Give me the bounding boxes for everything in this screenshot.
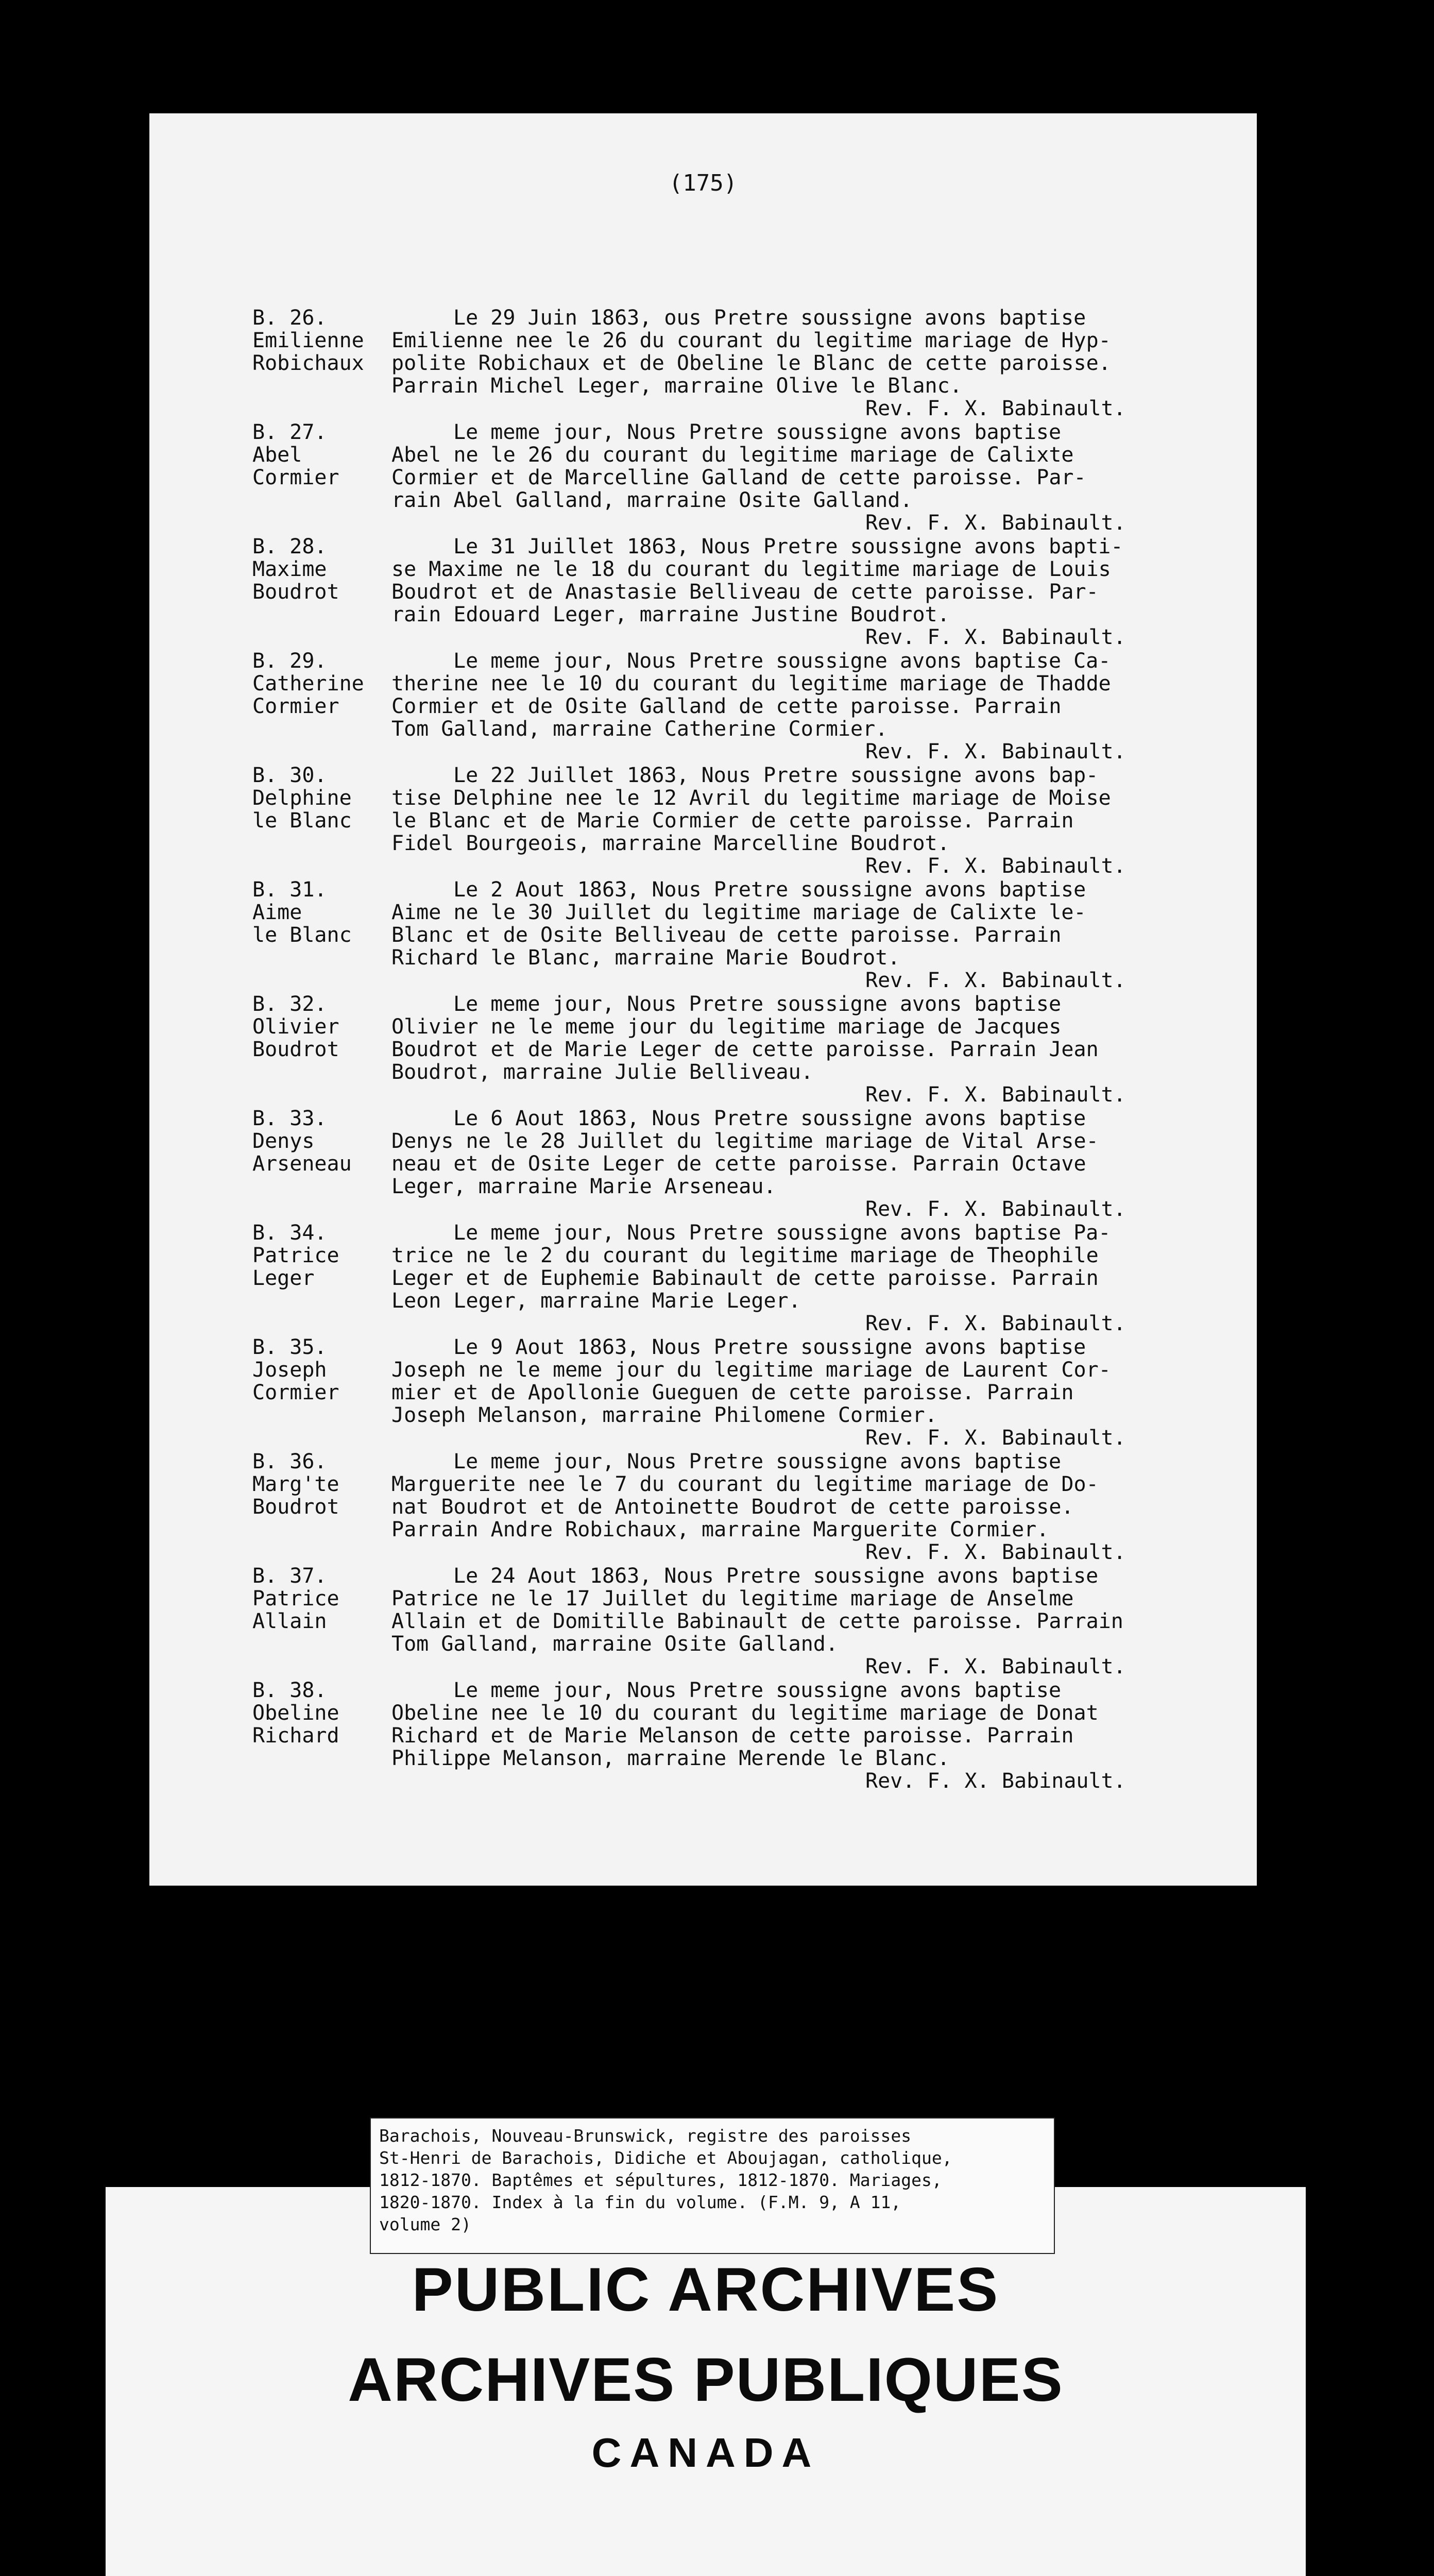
entry-label: B. 31. Aime le Blanc: [252, 878, 352, 947]
entry-signature: Rev. F. X. Babinault.: [865, 625, 1126, 649]
entry-line: polite Robichaux et de Obeline le Blanc de cette paroisse.: [391, 351, 1111, 375]
entry-line: Fidel Bourgeois, marraine Marcelline Boudrot.: [391, 832, 950, 855]
entry-line: Le 2 Aout 1863, Nous Pretre soussigne avons baptise: [453, 878, 1086, 902]
entry-line: tise Delphine nee le 12 Avril du legitime mariage de Moise: [391, 786, 1111, 810]
entry-line: Parrain Andre Robichaux, marraine Marguerite Cormier.: [391, 1518, 1049, 1541]
baptism-entry: [252, 764, 1231, 878]
entry-signature: Rev. F. X. Babinault.: [865, 1197, 1126, 1221]
entry-line: Le meme jour, Nous Pretre soussigne avons baptise Ca-: [453, 649, 1111, 673]
entry-label: B. 34. Patrice Leger: [252, 1221, 339, 1290]
entry-signature: Rev. F. X. Babinault.: [865, 1655, 1126, 1679]
entry-line: Le meme jour, Nous Pretre soussigne avons baptise Pa-: [453, 1221, 1111, 1245]
label-line: 1812-1870. Baptêmes et sépultures, 1812-1870. Mariages,: [379, 2170, 942, 2190]
baptism-entry: [252, 1565, 1231, 1679]
entry-line: neau et de Osite Leger de cette paroisse. Parrain Octave: [391, 1152, 1086, 1176]
entry-body: [391, 1450, 1236, 1564]
entry-line: Denys ne le 28 Juillet du legitime mariage de Vital Arse-: [391, 1129, 1099, 1153]
entry-body: [391, 650, 1236, 763]
entry-line: Richard et de Marie Melanson de cette paroisse. Parrain: [391, 1724, 1074, 1748]
entry-signature: Rev. F. X. Babinault.: [865, 740, 1126, 764]
entry-line: Obeline nee le 10 du courant du legitime mariage de Donat: [391, 1701, 1099, 1725]
baptism-entry: [252, 1336, 1231, 1450]
entry-signature: Rev. F. X. Babinault.: [865, 1083, 1126, 1107]
entry-line: rain Abel Galland, marraine Osite Galland.: [391, 488, 913, 512]
baptism-entry: [252, 1679, 1231, 1793]
entry-line: Joseph Melanson, marraine Philomene Cormier.: [391, 1403, 937, 1427]
page-number: (175): [669, 170, 738, 196]
entry-body: [391, 993, 1236, 1106]
entry-label: B. 28. Maxime Boudrot: [252, 535, 339, 604]
baptism-entry: [252, 1222, 1231, 1336]
baptism-entry: [252, 1450, 1231, 1565]
entry-signature: Rev. F. X. Babinault.: [865, 969, 1126, 992]
entry-line: rain Edouard Leger, marraine Justine Boudrot.: [391, 603, 950, 626]
register-page: [149, 113, 1257, 1886]
entry-label: B. 32. Olivier Boudrot: [252, 992, 339, 1061]
entry-line: Aime ne le 30 Juillet du legitime mariage de Calixte le-: [391, 901, 1086, 924]
entry-body: [391, 1107, 1236, 1221]
entry-line: Le meme jour, Nous Pretre soussigne avons baptise: [453, 420, 1062, 444]
entry-signature: Rev. F. X. Babinault.: [865, 854, 1126, 878]
label-line: St-Henri de Barachois, Didiche et Aboujagan, catholique,: [379, 2148, 952, 2168]
card-title-french: ARCHIVES PUBLIQUES: [348, 2345, 1064, 2414]
label-line: volume 2): [379, 2214, 471, 2234]
label-line: 1820-1870. Index à la fin du volume. (F.M. 9, A 11,: [379, 2192, 901, 2212]
entry-line: Abel ne le 26 du courant du legitime mariage de Calixte: [391, 443, 1074, 467]
register-description-label: [370, 2117, 1055, 2254]
entry-body: [391, 1565, 1236, 1678]
entry-line: Leon Leger, marraine Marie Leger.: [391, 1289, 801, 1313]
entry-signature: Rev. F. X. Babinault.: [865, 1769, 1126, 1793]
baptism-entry: [252, 1107, 1231, 1222]
entry-body: [391, 1679, 1236, 1792]
entry-label: B. 36. Marg'te Boudrot: [252, 1450, 339, 1519]
entry-line: Tom Galland, marraine Osite Galland.: [391, 1632, 838, 1656]
baptism-entry: [252, 878, 1231, 993]
entry-line: Olivier ne le meme jour du legitime mariage de Jacques: [391, 1015, 1062, 1039]
entry-body: [391, 535, 1236, 649]
entry-line: Le 31 Juillet 1863, Nous Pretre soussigne avons bapti-: [453, 535, 1123, 558]
entry-line: le Blanc et de Marie Cormier de cette paroisse. Parrain: [391, 809, 1074, 833]
entry-line: Cormier et de Osite Galland de cette paroisse. Parrain: [391, 694, 1062, 718]
card-country: CANADA: [591, 2430, 820, 2476]
entry-signature: Rev. F. X. Babinault.: [865, 1312, 1126, 1335]
entry-label: B. 35. Joseph Cormier: [252, 1335, 339, 1404]
entry-line: Tom Galland, marraine Catherine Cormier.: [391, 717, 888, 741]
baptism-entry: [252, 535, 1231, 650]
baptism-entry: [252, 421, 1231, 535]
baptism-entry: [252, 650, 1231, 764]
entry-line: Le meme jour, Nous Pretre soussigne avons baptise: [453, 992, 1062, 1016]
entry-signature: Rev. F. X. Babinault.: [865, 397, 1126, 420]
baptism-entry: [252, 993, 1231, 1107]
entry-line: mier et de Apollonie Gueguen de cette paroisse. Parrain: [391, 1381, 1074, 1404]
entry-line: se Maxime ne le 18 du courant du legitime mariage de Louis: [391, 557, 1111, 581]
entry-line: Leger et de Euphemie Babinault de cette paroisse. Parrain: [391, 1266, 1099, 1290]
entry-line: Philippe Melanson, marraine Merende le Blanc.: [391, 1747, 950, 1770]
entry-label: B. 29. Catherine Cormier: [252, 649, 364, 718]
entry-line: Boudrot et de Marie Leger de cette paroisse. Parrain Jean: [391, 1038, 1099, 1061]
entry-line: Leger, marraine Marie Arseneau.: [391, 1175, 776, 1198]
entry-label: B. 30. Delphine le Blanc: [252, 764, 352, 833]
entry-line: Blanc et de Osite Belliveau de cette paroisse. Parrain: [391, 923, 1062, 947]
baptism-entry: [252, 307, 1231, 421]
entry-line: Le 24 Aout 1863, Nous Pretre soussigne avons baptise: [453, 1564, 1099, 1588]
entry-line: Parrain Michel Leger, marraine Olive le Blanc.: [391, 374, 962, 398]
entry-line: Le 22 Juillet 1863, Nous Pretre soussigne avons bap-: [453, 764, 1099, 787]
entry-label: B. 27. Abel Cormier: [252, 420, 339, 489]
label-line: Barachois, Nouveau-Brunswick, registre des paroisses: [379, 2126, 912, 2146]
entry-line: Boudrot et de Anastasie Belliveau de cette paroisse. Par-: [391, 580, 1099, 604]
entry-line: Le 29 Juin 1863, ous Pretre soussigne avons baptise: [453, 306, 1086, 330]
entry-label: B. 37. Patrice Allain: [252, 1564, 339, 1633]
entry-line: Le 9 Aout 1863, Nous Pretre soussigne avons baptise: [453, 1335, 1086, 1359]
entry-body: [391, 421, 1236, 534]
entry-signature: Rev. F. X. Babinault.: [865, 511, 1126, 535]
entry-line: Emilienne nee le 26 du courant du legitime mariage de Hyp-: [391, 329, 1111, 352]
entry-line: Patrice ne le 17 Juillet du legitime mariage de Anselme: [391, 1587, 1074, 1611]
entry-label: B. 26. Emilienne Robichaux: [252, 306, 364, 375]
card-title-english: PUBLIC ARCHIVES: [412, 2255, 1000, 2324]
entry-body: [391, 1222, 1236, 1335]
entry-line: nat Boudrot et de Antoinette Boudrot de cette paroisse.: [391, 1495, 1074, 1519]
entry-line: Cormier et de Marcelline Galland de cette paroisse. Par-: [391, 466, 1086, 489]
entry-line: Joseph ne le meme jour du legitime mariage de Laurent Cor-: [391, 1358, 1111, 1382]
entry-signature: Rev. F. X. Babinault.: [865, 1426, 1126, 1450]
entry-line: therine nee le 10 du courant du legitime mariage de Thadde: [391, 672, 1111, 696]
entry-signature: Rev. F. X. Babinault.: [865, 1540, 1126, 1564]
entry-line: Le meme jour, Nous Pretre soussigne avons baptise: [453, 1450, 1062, 1473]
entry-line: Le meme jour, Nous Pretre soussigne avons baptise: [453, 1679, 1062, 1702]
entry-body: [391, 307, 1236, 420]
baptism-entries: [252, 307, 1231, 1793]
entry-body: [391, 764, 1236, 877]
entry-line: Marguerite nee le 7 du courant du legitime mariage de Do-: [391, 1472, 1099, 1496]
entry-label: B. 38. Obeline Richard: [252, 1679, 339, 1748]
entry-line: Allain et de Domitille Babinault de cette paroisse. Parrain: [391, 1609, 1123, 1633]
entry-label: B. 33. Denys Arseneau: [252, 1107, 352, 1176]
entry-line: Boudrot, marraine Julie Belliveau.: [391, 1060, 813, 1084]
entry-line: Richard le Blanc, marraine Marie Boudrot.: [391, 946, 900, 970]
entry-body: [391, 878, 1236, 992]
entry-line: trice ne le 2 du courant du legitime mariage de Theophile: [391, 1244, 1099, 1267]
entry-line: Le 6 Aout 1863, Nous Pretre soussigne avons baptise: [453, 1107, 1086, 1130]
entry-body: [391, 1336, 1236, 1449]
